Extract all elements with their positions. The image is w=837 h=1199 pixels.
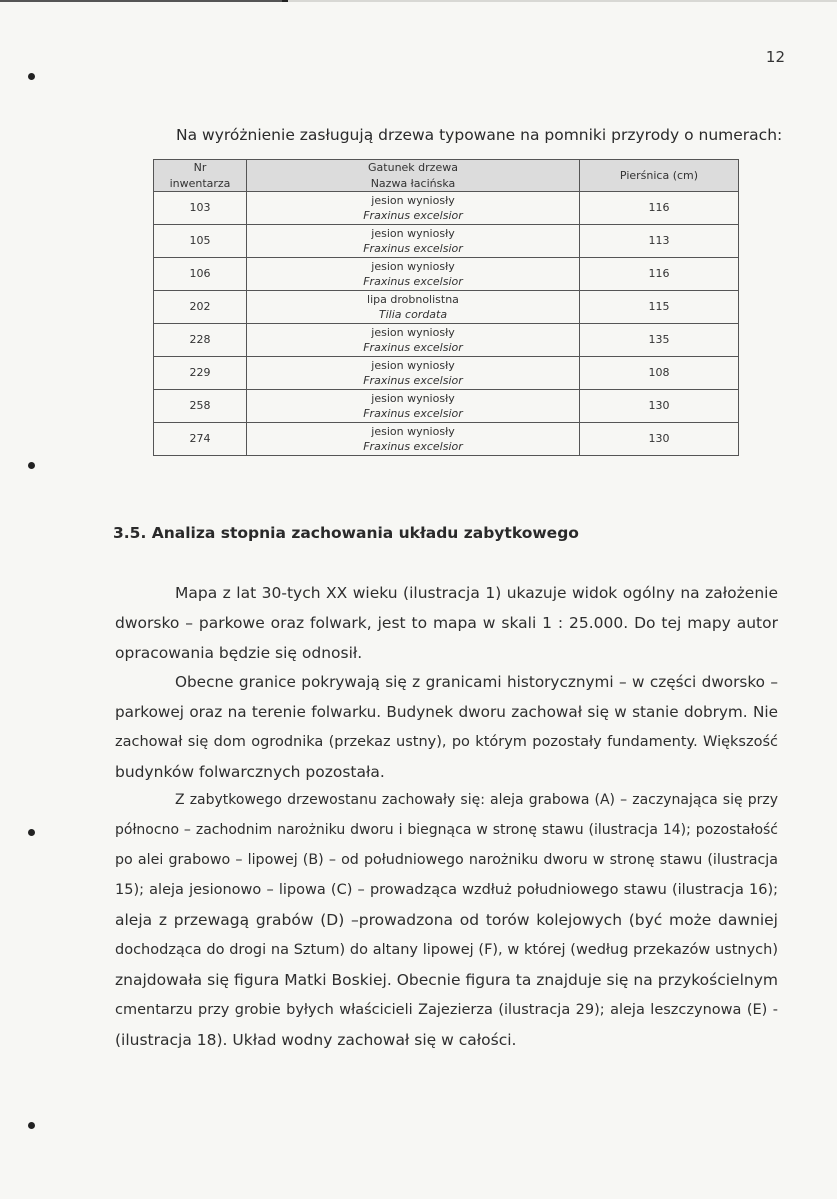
- paragraph-line: po alei grabowo – lipowej (B) – od południowego narożniku dworu w stronę stawu (ilustracja: [115, 852, 778, 868]
- cell-inventory-number: 105: [154, 225, 247, 258]
- paragraph-line: znajdowała się figura Matki Boskiej. Obecnie figura ta znajduje się na przykościelnym: [115, 971, 778, 989]
- cell-girth: 113: [580, 225, 739, 258]
- cell-species: jesion wyniosły Fraxinus excelsior: [247, 324, 580, 357]
- cell-inventory-number: 228: [154, 324, 247, 357]
- header-inventory-number: Nr inwentarza: [154, 160, 247, 192]
- cell-inventory-number: 274: [154, 423, 247, 456]
- paragraph: [115, 785, 778, 1055]
- table-row: [154, 423, 739, 456]
- table-row: [154, 357, 739, 390]
- monument-trees-table: [153, 159, 739, 456]
- section-heading: 3.5. Analiza stopnia zachowania układu zabytkowego: [113, 524, 579, 542]
- table-header-row: [154, 160, 739, 192]
- cell-species: jesion wyniosły Fraxinus excelsior: [247, 357, 580, 390]
- cell-girth: 115: [580, 291, 739, 324]
- cell-inventory-number: 106: [154, 258, 247, 291]
- cell-species: jesion wyniosły Fraxinus excelsior: [247, 423, 580, 456]
- cell-inventory-number: 229: [154, 357, 247, 390]
- cell-species: lipa drobnolistna Tilia cordata: [247, 291, 580, 324]
- cell-inventory-number: 202: [154, 291, 247, 324]
- paragraph-line: parkowej oraz na terenie folwarku. Budynek dworu zachował się w stanie dobrym. Nie: [115, 703, 778, 721]
- binding-hole-mark: [28, 829, 35, 836]
- cell-species: jesion wyniosły Fraxinus excelsior: [247, 225, 580, 258]
- cell-inventory-number: 103: [154, 192, 247, 225]
- paragraph-line: opracowania będzie się odnosił.: [115, 644, 363, 662]
- header-species: Gatunek drzewa Nazwa łacińska: [247, 160, 580, 192]
- cell-species: jesion wyniosły Fraxinus excelsior: [247, 192, 580, 225]
- cell-inventory-number: 258: [154, 390, 247, 423]
- cell-girth: 130: [580, 390, 739, 423]
- header-girth: Pierśnica (cm): [580, 160, 739, 192]
- paragraph-line: dworsko – parkowe oraz folwark, jest to mapa w skali 1 : 25.000. Do tej mapy autor: [115, 614, 778, 632]
- page-number: 12: [765, 48, 785, 66]
- cell-girth: 108: [580, 357, 739, 390]
- cell-girth: 135: [580, 324, 739, 357]
- paragraph-line: zachował się dom ogrodnika (przekaz ustny), po którym pozostały fundamenty. Większość: [115, 734, 778, 750]
- paragraph-line: Mapa z lat 30-tych XX wieku (ilustracja 1) ukazuje widok ogólny na założenie: [175, 584, 778, 602]
- binding-hole-mark: [28, 462, 35, 469]
- paragraph-line: Obecne granice pokrywają się z granicami historycznymi – w części dworsko –: [175, 673, 778, 691]
- paragraph-line: północno – zachodnim narożniku dworu i biegnąca w stronę stawu (ilustracja 14); pozostałość: [115, 822, 778, 838]
- cell-girth: 116: [580, 258, 739, 291]
- table-row: [154, 324, 739, 357]
- cell-girth: 116: [580, 192, 739, 225]
- paragraph-line: 15); aleja jesionowo – lipowa (C) – prowadząca wzdłuż południowego stawu (ilustracja 16);: [115, 882, 778, 898]
- table-row: [154, 258, 739, 291]
- binding-hole-mark: [28, 73, 35, 80]
- intro-sentence: Na wyróżnienie zasługują drzewa typowane na pomniki przyrody o numerach:: [176, 126, 783, 144]
- cell-species: jesion wyniosły Fraxinus excelsior: [247, 390, 580, 423]
- top-edge-rule: [0, 0, 837, 2]
- paragraph-line: (ilustracja 18). Układ wodny zachował się w całości.: [115, 1031, 517, 1049]
- paragraph-line: budynków folwarcznych pozostała.: [115, 763, 385, 781]
- paragraph-line: aleja z przewagą grabów (D) –prowadzona od torów kolejowych (być może dawniej: [115, 911, 778, 929]
- table-row: [154, 192, 739, 225]
- cell-girth: 130: [580, 423, 739, 456]
- paragraph-line: dochodząca do drogi na Sztum) do altany lipowej (F), w której (według przekazów ustnych): [115, 942, 778, 958]
- table-row: [154, 225, 739, 258]
- table-row: [154, 390, 739, 423]
- paragraph-line: Z zabytkowego drzewostanu zachowały się: aleja grabowa (A) – zaczynająca się przy: [175, 792, 778, 808]
- cell-species: jesion wyniosły Fraxinus excelsior: [247, 258, 580, 291]
- paragraph-line: cmentarzu przy grobie byłych właścicieli Zajezierza (ilustracja 29); aleja leszczynowa (E) -: [115, 1002, 778, 1018]
- paragraph: [115, 578, 778, 668]
- table-row: [154, 291, 739, 324]
- paragraph: [115, 667, 778, 787]
- binding-hole-mark: [28, 1122, 35, 1129]
